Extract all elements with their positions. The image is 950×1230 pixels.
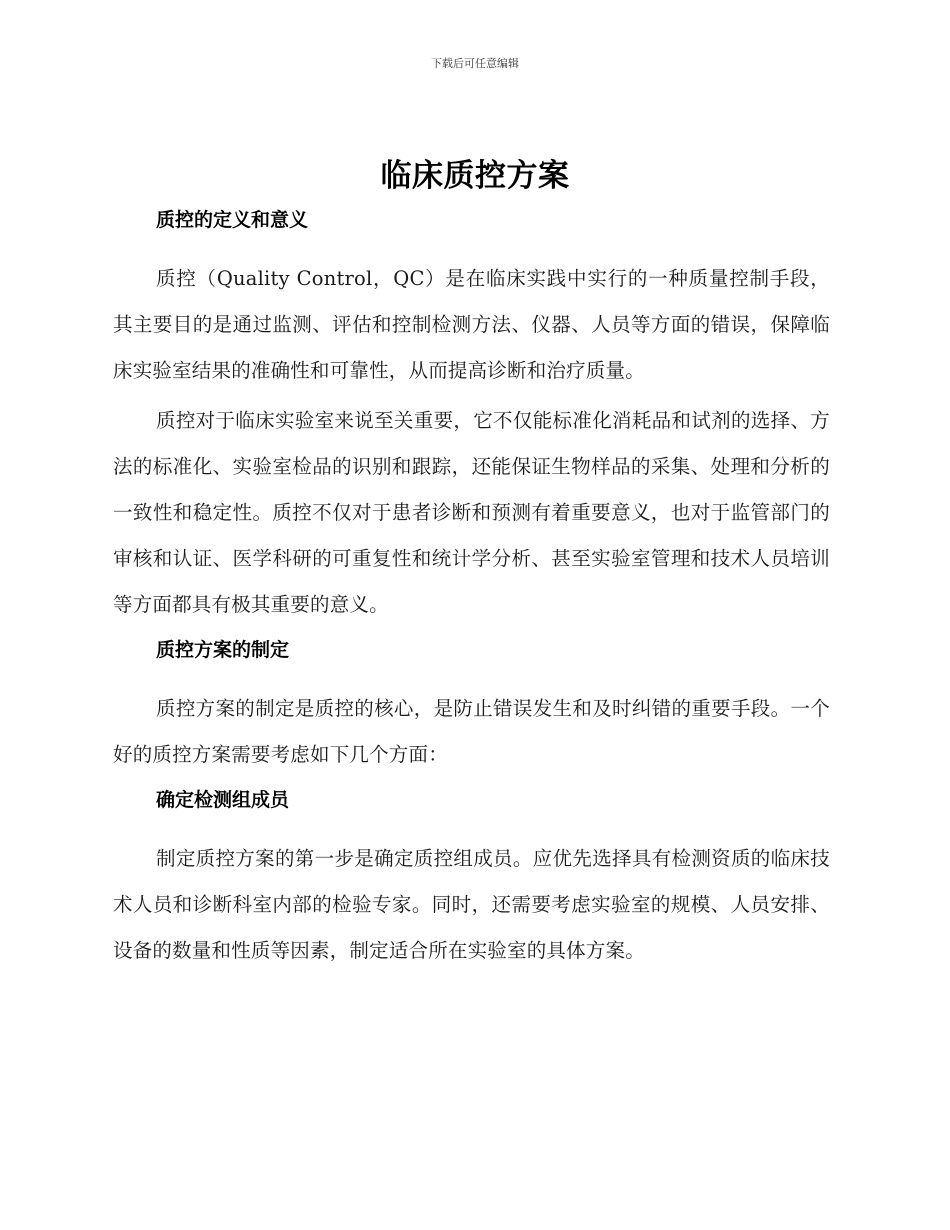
section-heading: 质控方案的制定: [156, 639, 290, 661]
document-title: 临床质控方案: [380, 158, 570, 194]
section-team: [113, 784, 830, 974]
paragraph: 制定质控方案的第一步是确定质控组成员。应优先选择具有检测资质的临床技术人员和诊断科室内部的检验专家。同时，还需要考虑实验室的规模、人员安排、设备的数量和性质等因素，制定适合所在实验室的具体方案。: [113, 847, 830, 962]
document-body: [113, 204, 830, 974]
header-note: 下载后可任意编辑: [431, 57, 519, 70]
paragraph: 质控（Quality Control，QC）是在临床实践中实行的一种质量控制手段，其主要目的是通过监测、评估和控制检测方法、仪器、人员等方面的错误，保障临床实验室结果的准确性和可靠性，从而提高诊断和治疗质量。: [113, 267, 830, 382]
section-heading: 质控的定义和意义: [156, 209, 309, 231]
section-plan: [113, 634, 830, 778]
paragraph: 质控对于临床实验室来说至关重要，它不仅能标准化消耗品和试剂的选择、方法的标准化、实验室检品的识别和跟踪，还能保证生物样品的采集、处理和分析的一致性和稳定性。质控不仅对于患者诊断和预测有着重要意义，也对于监管部门的审核和认证、医学科研的可重复性和统计学分析、甚至实验室管理和技术人员培训等方面都具有极其重要的意义。: [113, 409, 830, 616]
paragraph: 质控方案的制定是质控的核心，是防止错误发生和及时纠错的重要手段。一个好的质控方案需要考虑如下几个方面：: [113, 697, 830, 766]
section-definition: [113, 204, 830, 628]
section-heading: 确定检测组成员: [156, 789, 290, 811]
